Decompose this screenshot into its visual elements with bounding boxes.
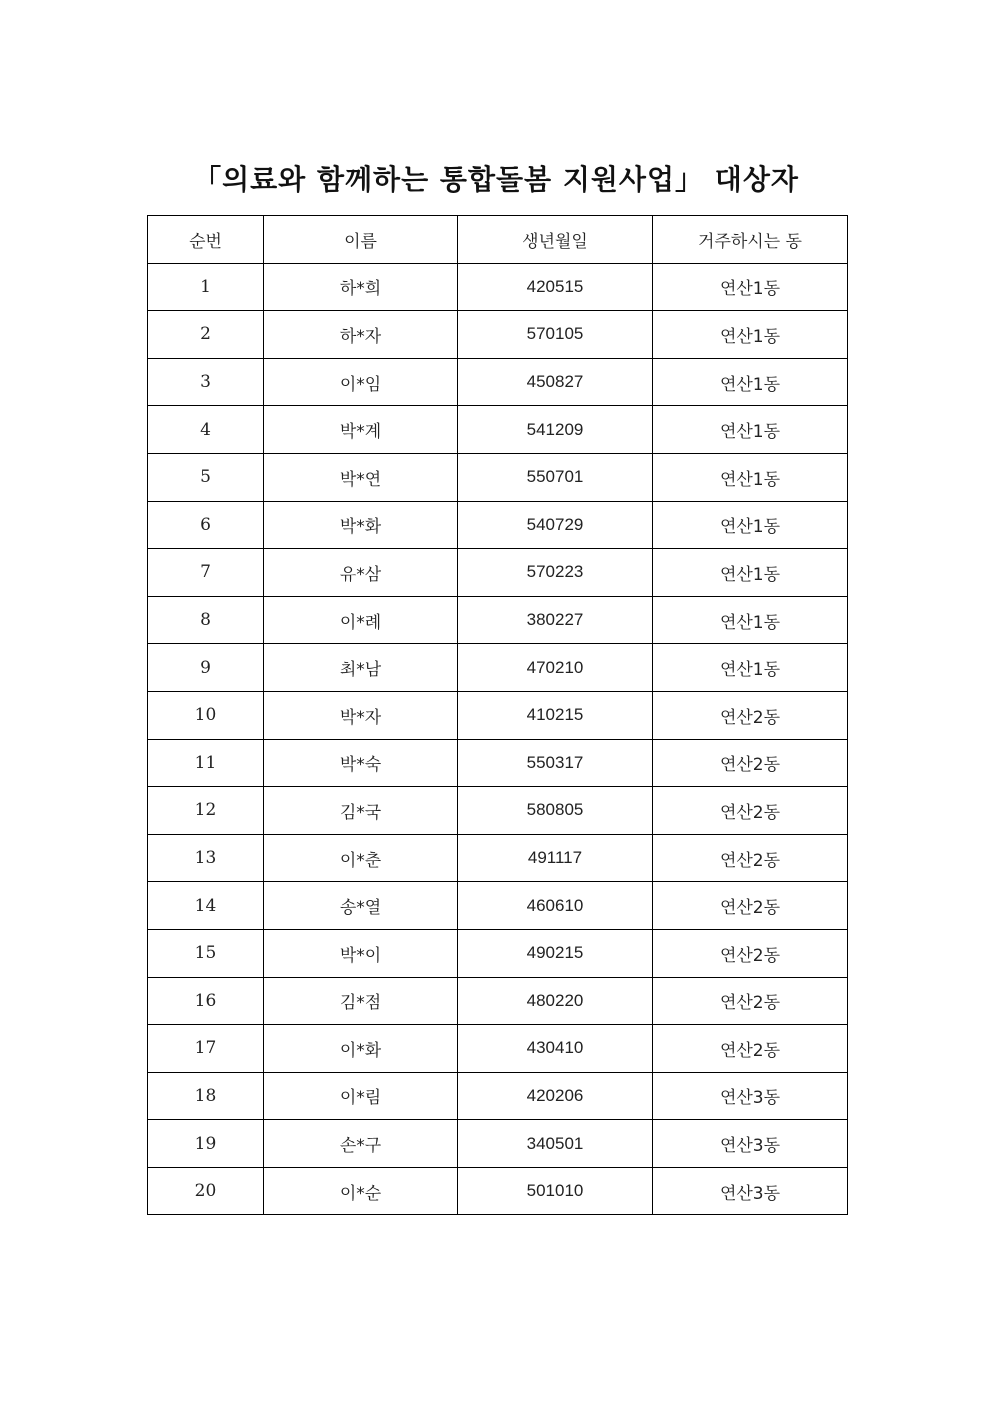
table-row (148, 596, 848, 644)
cell-dong: 연산1동 (653, 263, 848, 311)
cell-birthdate: 340501 (458, 1120, 653, 1168)
cell-name: 하*희 (264, 263, 458, 311)
table-row (148, 263, 848, 311)
table-row (148, 358, 848, 406)
cell-birthdate: 450827 (458, 358, 653, 406)
cell-name: 박*화 (264, 501, 458, 549)
cell-name: 이*림 (264, 1072, 458, 1120)
cell-dong: 연산1동 (653, 549, 848, 597)
cell-name: 손*구 (264, 1120, 458, 1168)
cell-birthdate: 491117 (458, 834, 653, 882)
cell-dong: 연산2동 (653, 739, 848, 787)
cell-name: 박*연 (264, 453, 458, 501)
cell-dong: 연산2동 (653, 977, 848, 1025)
cell-no: 12 (148, 787, 264, 835)
cell-name: 이*임 (264, 358, 458, 406)
cell-no: 11 (148, 739, 264, 787)
cell-name: 김*국 (264, 787, 458, 835)
cell-birthdate: 550317 (458, 739, 653, 787)
cell-no: 1 (148, 263, 264, 311)
cell-dong: 연산2동 (653, 1025, 848, 1073)
cell-name: 최*남 (264, 644, 458, 692)
cell-birthdate: 460610 (458, 882, 653, 930)
table-row (148, 882, 848, 930)
cell-birthdate: 570223 (458, 549, 653, 597)
cell-birthdate: 410215 (458, 691, 653, 739)
table-row (148, 501, 848, 549)
table-row (148, 834, 848, 882)
beneficiary-table (147, 215, 848, 1215)
header-no: 순번 (148, 216, 264, 264)
cell-birthdate: 550701 (458, 453, 653, 501)
cell-name: 박*자 (264, 691, 458, 739)
cell-dong: 연산3동 (653, 1120, 848, 1168)
cell-no: 9 (148, 644, 264, 692)
cell-name: 유*삼 (264, 549, 458, 597)
cell-dong: 연산1동 (653, 596, 848, 644)
cell-no: 3 (148, 358, 264, 406)
cell-birthdate: 490215 (458, 929, 653, 977)
cell-no: 13 (148, 834, 264, 882)
cell-dong: 연산1동 (653, 311, 848, 359)
cell-dong: 연산3동 (653, 1167, 848, 1215)
table-row (148, 406, 848, 454)
cell-dong: 연산3동 (653, 1072, 848, 1120)
cell-name: 박*숙 (264, 739, 458, 787)
cell-birthdate: 501010 (458, 1167, 653, 1215)
table-row (148, 739, 848, 787)
table-row (148, 549, 848, 597)
cell-dong: 연산2동 (653, 691, 848, 739)
cell-birthdate: 540729 (458, 501, 653, 549)
cell-name: 송*열 (264, 882, 458, 930)
cell-name: 이*화 (264, 1025, 458, 1073)
cell-no: 7 (148, 549, 264, 597)
cell-name: 박*이 (264, 929, 458, 977)
cell-birthdate: 480220 (458, 977, 653, 1025)
table-row (148, 1025, 848, 1073)
cell-name: 김*점 (264, 977, 458, 1025)
cell-no: 8 (148, 596, 264, 644)
cell-birthdate: 570105 (458, 311, 653, 359)
cell-dong: 연산1동 (653, 406, 848, 454)
cell-dong: 연산1동 (653, 358, 848, 406)
table-row (148, 691, 848, 739)
cell-dong: 연산2동 (653, 929, 848, 977)
cell-no: 20 (148, 1167, 264, 1215)
cell-no: 16 (148, 977, 264, 1025)
table-row (148, 977, 848, 1025)
cell-birthdate: 430410 (458, 1025, 653, 1073)
cell-dong: 연산2동 (653, 787, 848, 835)
cell-no: 14 (148, 882, 264, 930)
document-title: 「의료와 함께하는 통합돌봄 지원사업」 대상자 (193, 163, 799, 196)
cell-birthdate: 580805 (458, 787, 653, 835)
header-dong: 거주하시는 동 (653, 216, 848, 264)
table-row (148, 644, 848, 692)
cell-no: 17 (148, 1025, 264, 1073)
table-row (148, 1167, 848, 1215)
table-row (148, 929, 848, 977)
table-row (148, 453, 848, 501)
cell-dong: 연산1동 (653, 501, 848, 549)
cell-no: 18 (148, 1072, 264, 1120)
table-header-row (148, 216, 848, 264)
cell-name: 하*자 (264, 311, 458, 359)
cell-dong: 연산2동 (653, 834, 848, 882)
cell-birthdate: 420206 (458, 1072, 653, 1120)
cell-no: 5 (148, 453, 264, 501)
cell-no: 19 (148, 1120, 264, 1168)
cell-name: 이*례 (264, 596, 458, 644)
table-row (148, 1072, 848, 1120)
cell-no: 6 (148, 501, 264, 549)
cell-birthdate: 420515 (458, 263, 653, 311)
header-birth: 생년월일 (458, 216, 653, 264)
cell-birthdate: 470210 (458, 644, 653, 692)
cell-name: 이*순 (264, 1167, 458, 1215)
cell-no: 15 (148, 929, 264, 977)
cell-birthdate: 380227 (458, 596, 653, 644)
header-name: 이름 (264, 216, 458, 264)
cell-no: 10 (148, 691, 264, 739)
table-body (148, 263, 848, 1215)
cell-name: 이*춘 (264, 834, 458, 882)
table-row (148, 1120, 848, 1168)
cell-dong: 연산1동 (653, 453, 848, 501)
cell-dong: 연산1동 (653, 644, 848, 692)
cell-no: 4 (148, 406, 264, 454)
table-row (148, 311, 848, 359)
cell-birthdate: 541209 (458, 406, 653, 454)
cell-dong: 연산2동 (653, 882, 848, 930)
cell-no: 2 (148, 311, 264, 359)
cell-name: 박*계 (264, 406, 458, 454)
table-row (148, 787, 848, 835)
